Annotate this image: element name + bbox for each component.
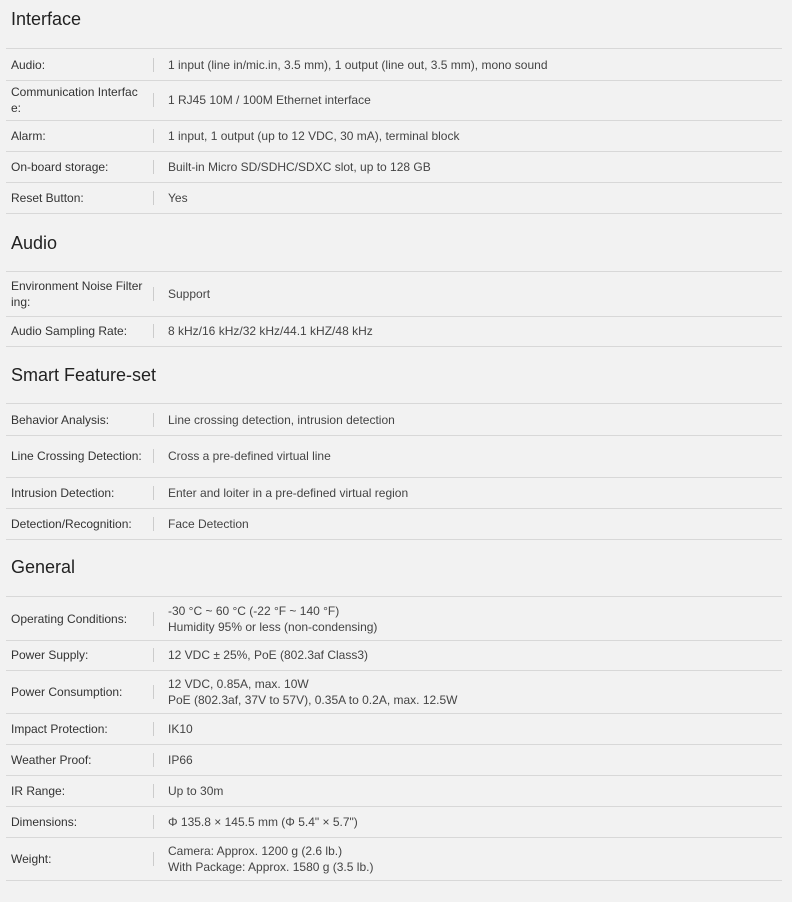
spec-row [6, 670, 782, 714]
spec-value-line: 12 VDC ± 25%, PoE (802.3af Class3) [168, 647, 369, 662]
spec-label: Dimensions: [11, 814, 78, 829]
spec-value-line: 8 kHz/16 kHz/32 kHz/44.1 kHZ/48 kHz [168, 323, 373, 338]
spec-value [168, 814, 774, 830]
spec-row [6, 79, 782, 121]
column-divider [153, 191, 154, 205]
spec-row [6, 744, 782, 776]
column-divider [153, 722, 154, 736]
column-divider [153, 685, 154, 699]
spec-value-line: 1 input, 1 output (up to 12 VDC, 30 mA), terminal block [168, 128, 460, 143]
spec-value [168, 448, 774, 464]
spec-value [168, 92, 774, 108]
spec-value [168, 286, 774, 302]
spec-value-line: 1 RJ45 10M / 100M Ethernet interface [168, 92, 371, 107]
spec-value [168, 721, 774, 737]
column-divider [153, 517, 154, 531]
spec-value-line: Built-in Micro SD/SDHC/SDXC slot, up to 128 GB [168, 159, 431, 174]
spec-value [168, 412, 774, 428]
spec-label: On-board storage: [11, 159, 109, 174]
spec-row [6, 596, 782, 641]
spec-row [6, 508, 782, 540]
spec-value-line: Line crossing detection, intrusion detection [168, 412, 395, 427]
spec-value [168, 190, 774, 206]
column-divider [153, 324, 154, 338]
column-divider [153, 287, 154, 301]
spec-row [6, 713, 782, 745]
spec-value [168, 128, 774, 144]
spec-value [168, 485, 774, 501]
spec-value-line: PoE (802.3af, 37V to 57V), 0.35A to 0.2A, max. 12.5W [168, 692, 458, 707]
column-divider [153, 160, 154, 174]
spec-value-line: -30 °C ~ 60 °C (-22 °F ~ 140 °F) [168, 603, 340, 618]
spec-value-line: 1 input (line in/mic.in, 3.5 mm), 1 output (line out, 3.5 mm), mono sound [168, 57, 548, 72]
spec-value-line: Up to 30m [168, 783, 224, 798]
spec-label: Behavior Analysis: [11, 412, 110, 427]
spec-label: Audio: [11, 57, 46, 72]
spec-label: Intrusion Detection: [11, 485, 115, 500]
spec-row [6, 403, 782, 436]
column-divider [153, 486, 154, 500]
spec-label: Operating Conditions: [11, 611, 128, 626]
column-divider [153, 449, 154, 463]
spec-value [168, 676, 774, 708]
spec-label: Environment Noise Filtering: [11, 279, 143, 309]
column-divider [153, 648, 154, 662]
spec-value-line: With Package: Approx. 1580 g (3.5 lb.) [168, 859, 374, 874]
spec-value [168, 783, 774, 799]
column-divider [153, 129, 154, 143]
spec-value [168, 603, 774, 635]
spec-label: Audio Sampling Rate: [11, 323, 128, 338]
column-divider [153, 93, 154, 107]
spec-value-line: Yes [168, 190, 188, 205]
spec-value [168, 647, 774, 663]
spec-row [6, 477, 782, 509]
spec-value-line: Face Detection [168, 516, 249, 531]
column-divider [153, 753, 154, 767]
spec-row [6, 151, 782, 183]
column-divider [153, 58, 154, 72]
section-title-general: General [11, 557, 76, 577]
spec-label: Power Consumption: [11, 684, 123, 699]
spec-value [168, 843, 774, 875]
spec-value [168, 323, 774, 339]
column-divider [153, 784, 154, 798]
spec-value-line: Camera: Approx. 1200 g (2.6 lb.) [168, 843, 343, 858]
spec-value-line: IP66 [168, 752, 193, 767]
section-title-interface: Interface [11, 9, 82, 29]
spec-row [6, 775, 782, 807]
spec-row [6, 837, 782, 881]
spec-label: Weather Proof: [11, 752, 92, 767]
spec-value-line: 12 VDC, 0.85A, max. 10W [168, 676, 309, 691]
spec-value-line: Enter and loiter in a pre-defined virtual region [168, 485, 409, 500]
column-divider [153, 815, 154, 829]
spec-label: Reset Button: [11, 190, 84, 205]
column-divider [153, 413, 154, 427]
spec-value-line: Support [168, 287, 211, 301]
spec-row [6, 271, 782, 317]
spec-row [6, 434, 782, 478]
spec-value [168, 752, 774, 768]
section-title-smart-feature-set: Smart Feature-set [11, 365, 157, 385]
spec-row [6, 120, 782, 152]
spec-label: IR Range: [11, 783, 66, 798]
spec-label: Detection/Recognition: [11, 516, 132, 531]
spec-value-line: IK10 [168, 721, 193, 736]
spec-row [6, 315, 782, 347]
spec-label: Line Crossing Detection: [11, 448, 142, 463]
spec-label: Weight: [11, 851, 52, 866]
spec-label: Alarm: [11, 128, 46, 143]
spec-value [168, 57, 774, 73]
spec-label: Communication Interface: [11, 84, 138, 115]
spec-row [6, 639, 782, 671]
spec-value [168, 159, 774, 175]
spec-value-line: Cross a pre-defined virtual line [168, 448, 331, 463]
spec-row [6, 182, 782, 214]
spec-row [6, 806, 782, 838]
spec-label: Impact Protection: [11, 721, 108, 736]
column-divider [153, 852, 154, 866]
spec-label: Power Supply: [11, 647, 89, 662]
spec-value-line: Φ 135.8 × 145.5 mm (Φ 5.4" × 5.7") [168, 814, 358, 829]
spec-row [6, 48, 782, 81]
section-title-audio: Audio [11, 233, 58, 253]
column-divider [153, 612, 154, 626]
spec-value-line: Humidity 95% or less (non-condensing) [168, 619, 378, 634]
spec-value [168, 516, 774, 532]
